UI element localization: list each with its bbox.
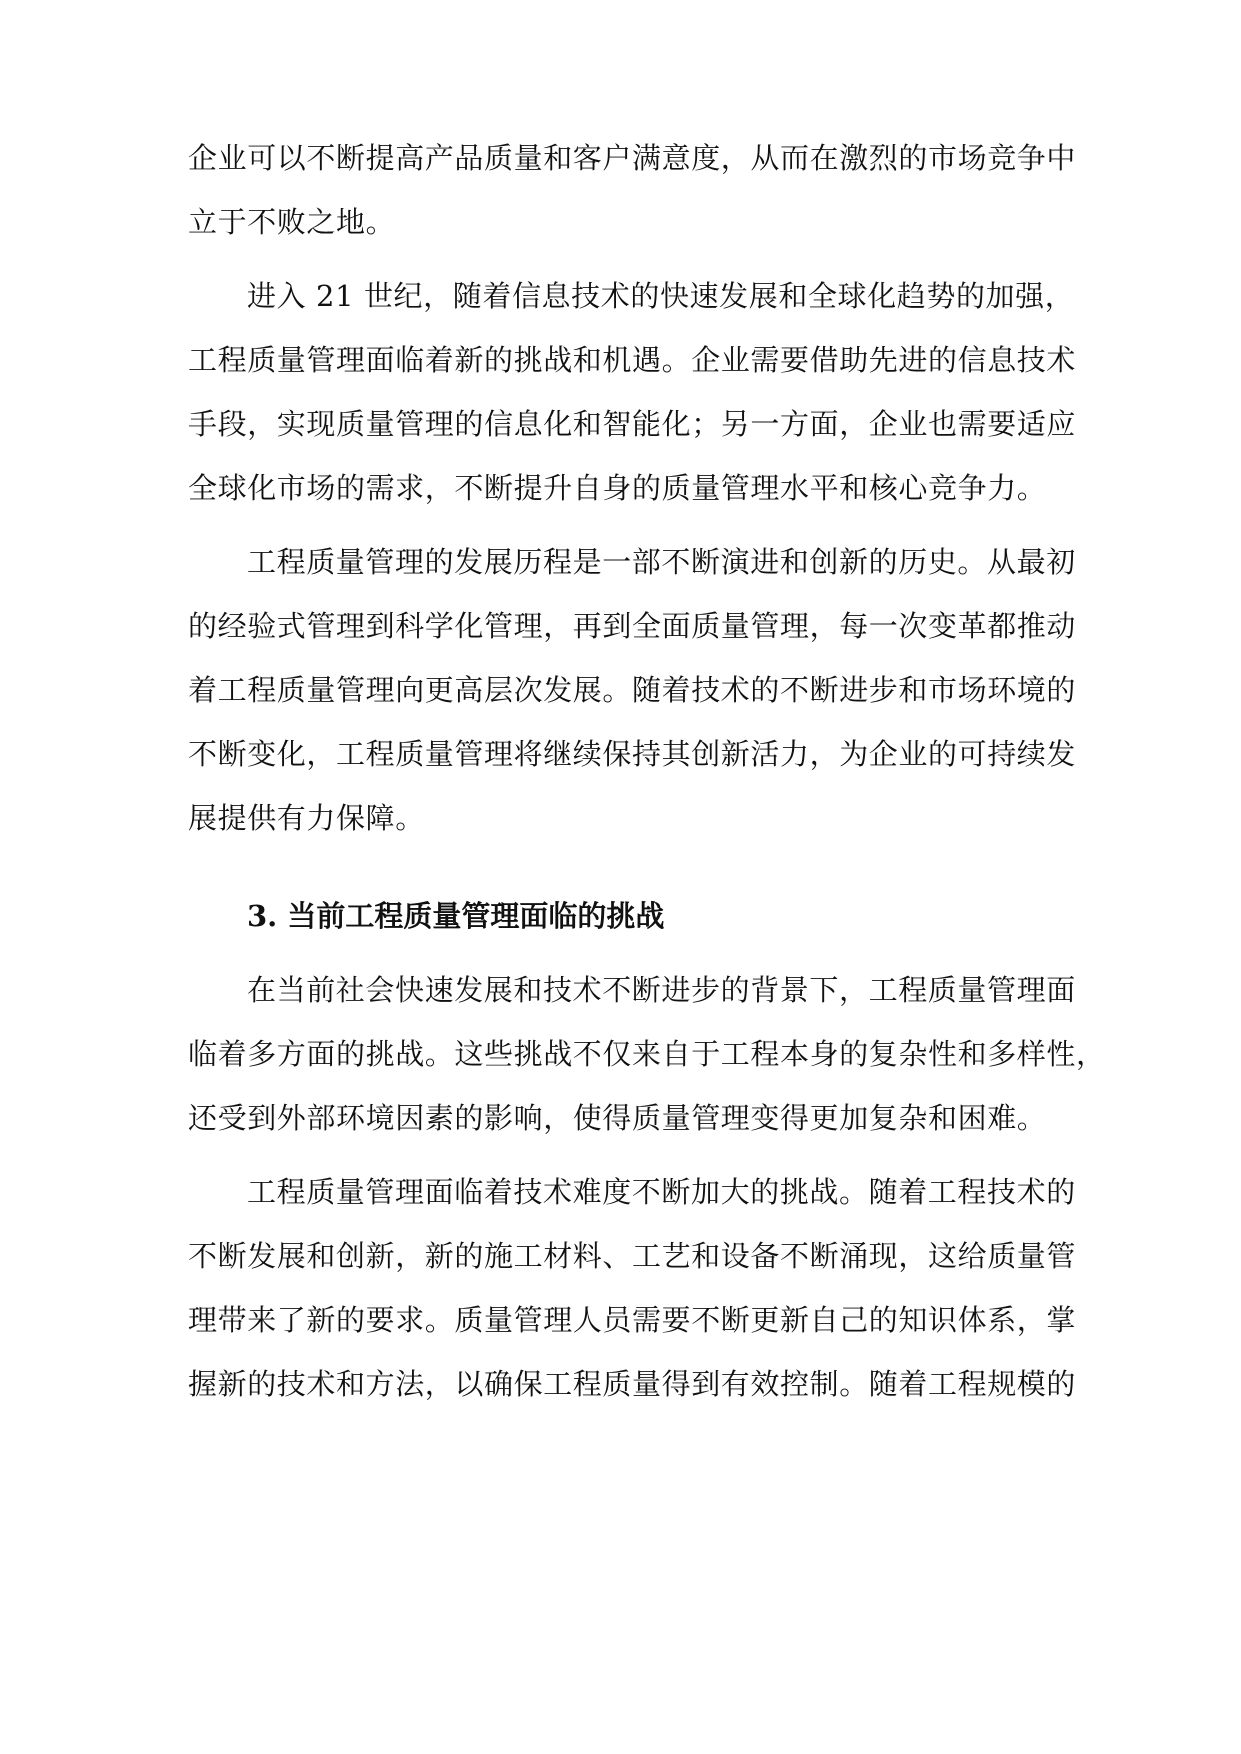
paragraph-1 bbox=[188, 126, 1077, 254]
paragraph-4 bbox=[188, 958, 1106, 1150]
paragraph-3 bbox=[188, 530, 1077, 850]
paragraph-5 bbox=[188, 1160, 1077, 1416]
text-line: 全球化市场的需求，不断提升自身的质量管理水平和核心竞争力。 bbox=[188, 471, 1047, 505]
text-line: 进入 21 世纪，随着信息技术的快速发展和全球化趋势的加强， bbox=[247, 279, 1075, 313]
text-line: 着工程质量管理向更高层次发展。随着技术的不断进步和市场环境的 bbox=[188, 673, 1077, 707]
text-line: 企业可以不断提高产品质量和客户满意度，从而在激烈的市场竞争中 bbox=[188, 141, 1077, 175]
text-line: 的经验式管理到科学化管理，再到全面质量管理，每一次变革都推动 bbox=[188, 609, 1077, 643]
text-line: 还受到外部环境因素的影响，使得质量管理变得更加复杂和困难。 bbox=[188, 1101, 1047, 1135]
text-line: 在当前社会快速发展和技术不断进步的背景下，工程质量管理面 bbox=[247, 973, 1076, 1007]
text-line: 工程质量管理面临着技术难度不断加大的挑战。随着工程技术的 bbox=[247, 1175, 1076, 1209]
text-line: 握新的技术和方法，以确保工程质量得到有效控制。随着工程规模的 bbox=[188, 1367, 1077, 1401]
text-line: 理带来了新的要求。质量管理人员需要不断更新自己的知识体系，掌 bbox=[188, 1303, 1077, 1337]
document-page bbox=[188, 126, 1106, 1416]
paragraph-2 bbox=[188, 264, 1077, 520]
text-line: 手段，实现质量管理的信息化和智能化；另一方面，企业也需要适应 bbox=[188, 407, 1077, 441]
text-line: 立于不败之地。 bbox=[188, 205, 396, 239]
text-line: 不断变化，工程质量管理将继续保持其创新活力，为企业的可持续发 bbox=[188, 737, 1077, 771]
text-line: 展提供有力保障。 bbox=[188, 801, 425, 835]
text-line: 工程质量管理的发展历程是一部不断演进和创新的历史。从最初 bbox=[247, 545, 1076, 579]
text-line: 工程质量管理面临着新的挑战和机遇。企业需要借助先进的信息技术 bbox=[188, 343, 1077, 377]
section-heading: 3. 当前工程质量管理面临的挑战 bbox=[247, 899, 665, 933]
text-line: 不断发展和创新，新的施工材料、工艺和设备不断涌现，这给质量管 bbox=[188, 1239, 1077, 1273]
text-line: 临着多方面的挑战。这些挑战不仅来自于工程本身的复杂性和多样性， bbox=[188, 1037, 1106, 1071]
